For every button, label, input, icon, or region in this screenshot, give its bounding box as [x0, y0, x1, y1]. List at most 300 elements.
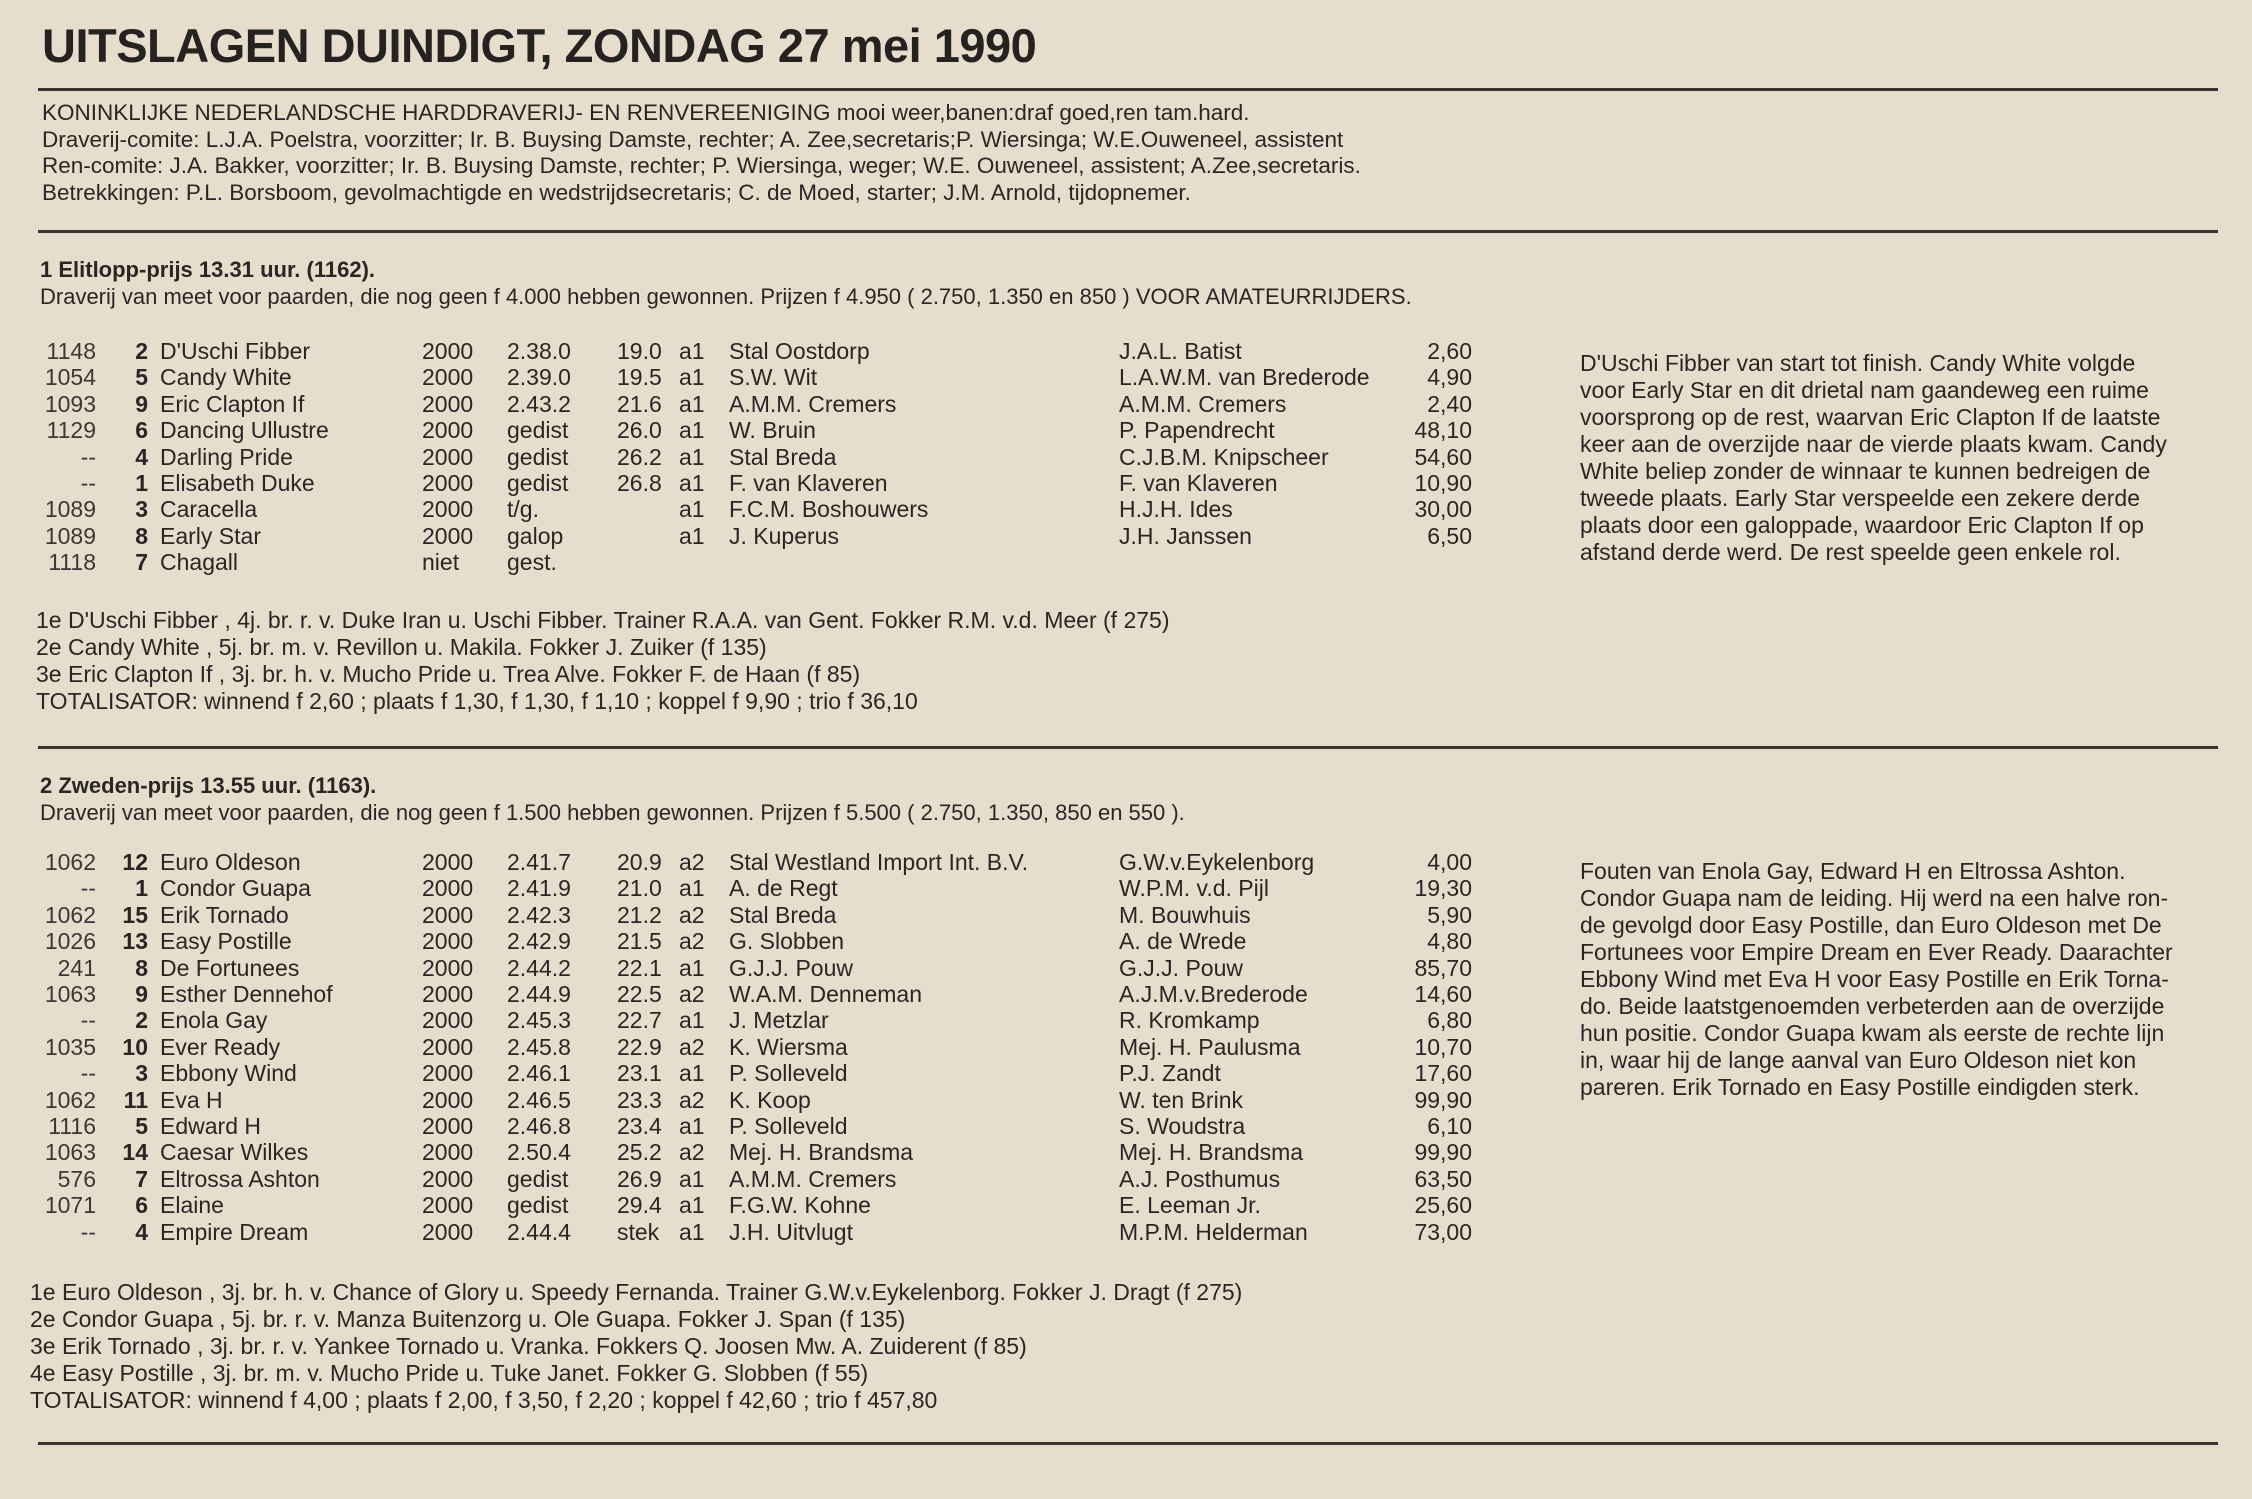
finish-time: 2.46.5 — [507, 1086, 571, 1113]
finish-time: 2.45.8 — [507, 1033, 571, 1060]
odds: 25,60 — [1414, 1192, 1472, 1219]
previous-race-number: 576 — [57, 1165, 96, 1192]
kilometer-time: 21.2 — [617, 901, 662, 928]
distance: 2000 — [422, 928, 474, 955]
header-line: Ren-comite: J.A. Bakker, voorzitter; Ir. B. Buysing Damste, rechter; P. Wiersinga, weger; W.E. Ouweneel, assistent; A.Zee,secretaris. — [42, 153, 1361, 178]
distance: 2000 — [422, 1086, 474, 1113]
finish-time: 2.44.4 — [507, 1218, 571, 1245]
finish-time: 2.39.0 — [507, 364, 571, 391]
kilometer-time: 22.9 — [617, 1033, 662, 1060]
race-2-heading — [40, 772, 1185, 826]
title-divider — [38, 88, 2218, 91]
finish-time: 2.42.3 — [507, 901, 571, 928]
finish-time: 2.41.9 — [507, 875, 571, 902]
previous-race-number: 1054 — [44, 364, 96, 391]
class: a2 — [679, 1139, 705, 1166]
driver: S. Woudstra — [1119, 1113, 1246, 1140]
class: a2 — [679, 849, 705, 875]
race-2-summary — [30, 1279, 1242, 1414]
header-line: Betrekkingen: P.L. Borsboom, gevolmachtigde en wedstrijdsecretaris; C. de Moed, starter; J.M. Arnold, tijdopnemer. — [42, 179, 1191, 205]
horse-name: Easy Postille — [160, 928, 292, 955]
driver: J.A.L. Batist — [1119, 338, 1242, 364]
previous-race-number: 1129 — [46, 417, 96, 444]
previous-race-number: 241 — [57, 954, 96, 981]
owner: Stal Westland Import Int. B.V. — [729, 849, 1029, 875]
distance: 2000 — [422, 1007, 474, 1034]
race-title: 1 Elitlopp-prijs 13.31 uur. (1162). — [40, 257, 376, 282]
horse-name: Eric Clapton If — [160, 390, 305, 417]
distance: niet — [422, 549, 460, 576]
distance: 2000 — [422, 390, 474, 417]
horse-name: Condor Guapa — [160, 875, 311, 902]
class: a1 — [679, 364, 705, 391]
commentary-line: Ebbony Wind met Eva H voor Easy Postille en Erik Torna- — [1580, 966, 2169, 992]
start-number: 5 — [135, 364, 148, 391]
horse-name: Elaine — [160, 1192, 224, 1219]
kilometer-time: 23.4 — [617, 1113, 662, 1140]
distance: 2000 — [422, 470, 474, 497]
odds: 2,40 — [1427, 390, 1472, 417]
driver: A.J. Posthumus — [1119, 1165, 1281, 1192]
start-number: 12 — [122, 849, 148, 875]
distance: 2000 — [422, 1033, 474, 1060]
class: a1 — [679, 338, 705, 364]
start-number: 10 — [122, 1033, 148, 1060]
commentary-line: afstand derde werd. De rest speelde geen enkele rol. — [1580, 539, 2121, 565]
finish-time: galop — [507, 522, 564, 549]
result-row — [38, 470, 1472, 496]
kilometer-time: 20.9 — [617, 849, 662, 875]
result-row — [38, 391, 1472, 417]
horse-name: Dancing Ullustre — [160, 417, 329, 444]
result-row — [38, 417, 1472, 443]
previous-race-number: -- — [80, 875, 96, 902]
class: a1 — [679, 443, 705, 470]
driver: H.J.H. Ides — [1119, 496, 1233, 523]
distance: 2000 — [422, 522, 474, 549]
previous-race-number: 1089 — [44, 496, 96, 523]
driver: J.H. Janssen — [1119, 522, 1252, 549]
horse-name: Edward H — [160, 1113, 261, 1140]
horse-name: D'Uschi Fibber — [160, 338, 311, 364]
result-row — [38, 444, 1472, 470]
driver: A. de Wrede — [1119, 928, 1247, 955]
class: a1 — [679, 954, 705, 981]
totalisator-line: TOTALISATOR: winnend f 4,00 ; plaats f 2,00, f 3,50, f 2,20 ; koppel f 42,60 ; trio f 457,80 — [30, 1387, 938, 1413]
kilometer-time: 23.1 — [617, 1060, 662, 1087]
kilometer-time: 21.0 — [617, 875, 662, 902]
odds: 6,10 — [1427, 1113, 1472, 1140]
driver: W.P.M. v.d. Pijl — [1119, 875, 1269, 902]
odds: 6,50 — [1427, 522, 1472, 549]
result-row — [38, 1139, 1472, 1165]
distance: 2000 — [422, 443, 474, 470]
owner: F.G.W. Kohne — [729, 1192, 871, 1219]
header-line: Draverij-comite: L.J.A. Poelstra, voorzitter; Ir. B. Buysing Damste, rechter; A. Zee,secretaris;P. Wiersinga; W.E.Ouweneel, assistent — [42, 126, 1344, 152]
owner: A.M.M. Cremers — [729, 1165, 897, 1192]
odds: 48,10 — [1414, 417, 1472, 444]
placing-line: 3e Eric Clapton If , 3j. br. h. v. Mucho Pride u. Trea Alve. Fokker F. de Haan (f 85) — [36, 661, 861, 687]
odds: 10,90 — [1414, 470, 1472, 497]
driver: W. ten Brink — [1119, 1086, 1243, 1113]
result-row — [38, 1007, 1472, 1033]
driver: E. Leeman Jr. — [1119, 1192, 1261, 1219]
kilometer-time: 21.5 — [617, 928, 662, 955]
previous-race-number: -- — [80, 470, 96, 497]
race-2-commentary — [1580, 858, 2173, 1101]
finish-time: 2.43.2 — [507, 390, 571, 417]
finish-time: gedist — [507, 1165, 569, 1192]
start-number: 2 — [135, 1007, 148, 1034]
owner: W.A.M. Denneman — [729, 981, 923, 1008]
driver: Mej. H. Brandsma — [1119, 1139, 1304, 1166]
odds: 4,90 — [1427, 364, 1472, 391]
kilometer-time: 26.0 — [617, 417, 662, 444]
kilometer-time — [617, 496, 679, 522]
horse-name: Erik Tornado — [160, 901, 289, 928]
class: a1 — [679, 875, 705, 902]
odds: 5,90 — [1427, 901, 1472, 928]
owner: Stal Breda — [729, 901, 837, 928]
driver: Mej. H. Paulusma — [1119, 1033, 1301, 1060]
horse-name: De Fortunees — [160, 954, 300, 981]
finish-time: gedist — [507, 1192, 569, 1219]
driver: P.J. Zandt — [1119, 1060, 1221, 1087]
start-number: 8 — [135, 522, 148, 549]
horse-name: Esther Dennehof — [160, 981, 333, 1008]
result-row — [38, 1060, 1472, 1086]
kilometer-time — [617, 549, 679, 575]
race-2-results-table — [38, 849, 1472, 1245]
previous-race-number: -- — [80, 443, 96, 470]
start-number: 4 — [135, 1218, 148, 1245]
result-row — [38, 1034, 1472, 1060]
previous-race-number: 1026 — [44, 928, 96, 955]
kilometer-time: 19.5 — [617, 364, 662, 391]
distance: 2000 — [422, 496, 474, 523]
horse-name: Empire Dream — [160, 1218, 309, 1245]
start-number: 11 — [123, 1086, 148, 1113]
owner: J. Kuperus — [729, 522, 839, 549]
result-row — [38, 523, 1472, 549]
odds: 99,90 — [1414, 1139, 1472, 1166]
driver: L.A.W.M. van Brederode — [1119, 364, 1370, 391]
placing-line: 3e Erik Tornado , 3j. br. r. v. Yankee Tornado u. Vranka. Fokkers Q. Joosen Mw. A. Zuiderent (f 85) — [30, 1333, 1027, 1359]
owner: Stal Breda — [729, 443, 837, 470]
odds — [1404, 549, 1472, 575]
kilometer-time: stek — [617, 1218, 660, 1245]
owner: P. Solleveld — [729, 1060, 848, 1087]
kilometer-time: 21.6 — [617, 390, 662, 417]
class: a1 — [679, 1007, 705, 1034]
class: a1 — [679, 1192, 705, 1219]
class — [679, 549, 729, 575]
odds: 2,60 — [1427, 338, 1472, 364]
odds: 17,60 — [1414, 1060, 1472, 1087]
distance: 2000 — [422, 954, 474, 981]
finish-time: gedist — [507, 417, 569, 444]
distance: 2000 — [422, 338, 474, 364]
driver: R. Kromkamp — [1119, 1007, 1260, 1034]
horse-name: Caracella — [160, 496, 258, 523]
kilometer-time: 23.3 — [617, 1086, 662, 1113]
driver: M.P.M. Helderman — [1119, 1218, 1308, 1245]
race-1-summary — [36, 607, 1170, 715]
race-1-divider — [38, 746, 2218, 749]
finish-time: 2.46.1 — [507, 1060, 571, 1087]
distance: 2000 — [422, 849, 474, 875]
result-row — [38, 902, 1472, 928]
finish-time: t/g. — [507, 496, 539, 523]
commentary-line: voor Early Star en dit drietal nam gaandeweg een ruime — [1580, 377, 2149, 403]
distance: 2000 — [422, 901, 474, 928]
owner: G.J.J. Pouw — [729, 954, 853, 981]
horse-name: Ever Ready — [160, 1033, 281, 1060]
placing-line: 4e Easy Postille , 3j. br. m. v. Mucho Pride u. Tuke Janet. Fokker G. Slobben (f 55) — [30, 1360, 869, 1386]
owner: A. de Regt — [729, 875, 838, 902]
odds: 30,00 — [1414, 496, 1472, 523]
finish-time: gedist — [507, 443, 569, 470]
commentary-line: pareren. Erik Tornado en Easy Postille eindigden sterk. — [1580, 1074, 2140, 1100]
class: a1 — [679, 470, 705, 497]
kilometer-time: 22.1 — [617, 954, 662, 981]
commentary-line: tweede plaats. Early Star verspeelde een zekere derde — [1580, 485, 2140, 511]
commentary-line: de gevolgd door Easy Postille, dan Euro Oldeson met De — [1580, 912, 2162, 938]
commentary-line: plaats door een galoppade, waardoor Eric Clapton If op — [1580, 512, 2144, 538]
result-row — [38, 338, 1472, 364]
owner: P. Solleveld — [729, 1113, 848, 1140]
odds: 63,50 — [1414, 1165, 1472, 1192]
class: a1 — [679, 1165, 705, 1192]
start-number: 3 — [135, 496, 148, 523]
result-row — [38, 1087, 1472, 1113]
previous-race-number: 1062 — [44, 849, 96, 875]
distance: 2000 — [422, 1113, 474, 1140]
finish-time: 2.44.9 — [507, 981, 571, 1008]
horse-name: Euro Oldeson — [160, 849, 301, 875]
kilometer-time: 22.5 — [617, 981, 662, 1008]
commentary-line: Fouten van Enola Gay, Edward H en Eltrossa Ashton. — [1580, 858, 2126, 884]
odds: 10,70 — [1414, 1033, 1472, 1060]
horse-name: Enola Gay — [160, 1007, 268, 1034]
start-number: 14 — [122, 1139, 148, 1166]
result-row — [38, 981, 1472, 1007]
horse-name: Caesar Wilkes — [160, 1139, 309, 1166]
kilometer-time: 22.7 — [617, 1007, 662, 1034]
result-row — [38, 849, 1472, 875]
class: a1 — [679, 496, 705, 523]
owner: K. Wiersma — [729, 1033, 848, 1060]
class: a2 — [679, 1086, 705, 1113]
driver: M. Bouwhuis — [1119, 901, 1251, 928]
class: a1 — [679, 1113, 705, 1140]
driver: P. Papendrecht — [1119, 417, 1275, 444]
placing-line: 2e Condor Guapa , 5j. br. r. v. Manza Buitenzorg u. Ole Guapa. Fokker J. Span (f 135) — [30, 1306, 906, 1332]
class: a2 — [679, 928, 705, 955]
owner: G. Slobben — [729, 928, 845, 955]
distance: 2000 — [422, 1060, 474, 1087]
result-row — [38, 1192, 1472, 1218]
kilometer-time: 25.2 — [617, 1139, 662, 1166]
horse-name: Darling Pride — [160, 443, 293, 470]
result-row — [38, 549, 1472, 575]
odds: 85,70 — [1414, 954, 1472, 981]
start-number: 6 — [135, 417, 148, 444]
previous-race-number: -- — [80, 1218, 96, 1245]
race-conditions: Draverij van meet voor paarden, die nog geen f 4.000 hebben gewonnen. Prijzen f 4.950 ( 2.750, 1.350 en 850 ) VOOR AMATEURRIJDERS. — [40, 284, 1412, 309]
owner: Stal Oostdorp — [729, 338, 870, 364]
owner: Mej. H. Brandsma — [729, 1139, 914, 1166]
result-row — [38, 364, 1472, 390]
owner: F.C.M. Boshouwers — [729, 496, 929, 523]
result-row — [38, 1113, 1472, 1139]
commentary-line: D'Uschi Fibber van start tot finish. Candy White volgde — [1580, 350, 2136, 376]
odds: 4,80 — [1427, 928, 1472, 955]
kilometer-time: 26.8 — [617, 470, 662, 497]
start-number: 5 — [135, 1113, 148, 1140]
previous-race-number: 1071 — [44, 1192, 96, 1219]
finish-time: gedist — [507, 470, 569, 497]
commentary-line: do. Beide laatstgenoemden verbeterden aan de overzijde — [1580, 993, 2165, 1019]
commentary-line: in, waar hij de lange aanval van Euro Oldeson niet kon — [1580, 1047, 2137, 1073]
start-number: 13 — [122, 928, 148, 955]
owner: F. van Klaveren — [729, 470, 888, 497]
previous-race-number: -- — [80, 1060, 96, 1087]
driver — [1119, 549, 1404, 575]
race-2-divider — [38, 1442, 2218, 1445]
start-number: 9 — [135, 981, 148, 1008]
finish-time: 2.45.3 — [507, 1007, 571, 1034]
previous-race-number: -- — [80, 1007, 96, 1034]
driver: C.J.B.M. Knipscheer — [1119, 443, 1329, 470]
class: a1 — [679, 417, 705, 444]
odds: 54,60 — [1414, 443, 1472, 470]
previous-race-number: 1118 — [48, 549, 96, 576]
kilometer-time — [617, 523, 679, 549]
race-1-results-table — [38, 338, 1472, 576]
class: a1 — [679, 522, 705, 549]
header-divider — [38, 230, 2218, 233]
previous-race-number: 1093 — [44, 390, 96, 417]
odds: 6,80 — [1427, 1007, 1472, 1034]
commentary-line: voorsprong op de rest, waarvan Eric Clapton If de laatste — [1580, 404, 2161, 430]
class: a1 — [679, 390, 705, 417]
class: a1 — [679, 1218, 705, 1245]
result-row — [38, 955, 1472, 981]
previous-race-number: 1063 — [44, 981, 96, 1008]
previous-race-number: 1116 — [48, 1113, 96, 1140]
owner: J.H. Uitvlugt — [729, 1218, 853, 1245]
odds: 99,90 — [1414, 1086, 1472, 1113]
page-title: UITSLAGEN DUINDIGT, ZONDAG 27 mei 1990 — [42, 19, 1037, 72]
start-number: 8 — [135, 954, 148, 981]
horse-name: Chagall — [160, 549, 238, 576]
driver: F. van Klaveren — [1119, 470, 1278, 497]
commentary-line: White beliep zonder de winnaar te kunnen bedreigen de — [1580, 458, 2151, 484]
race-conditions: Draverij van meet voor paarden, die nog geen f 1.500 hebben gewonnen. Prijzen f 5.500 ( 2.750, 1.350, 850 en 550 ). — [40, 800, 1185, 825]
start-number: 1 — [135, 875, 148, 902]
horse-name: Ebbony Wind — [160, 1060, 297, 1087]
driver: A.M.M. Cremers — [1119, 390, 1287, 417]
commentary-line: hun positie. Condor Guapa kwam als eerste de rechte lijn — [1580, 1020, 2165, 1046]
distance: 2000 — [422, 1192, 474, 1219]
finish-time: 2.41.7 — [507, 849, 571, 875]
class: a2 — [679, 1033, 705, 1060]
start-number: 1 — [135, 470, 148, 497]
finish-time: 2.42.9 — [507, 928, 571, 955]
horse-name: Candy White — [160, 364, 292, 391]
placing-line: 1e D'Uschi Fibber , 4j. br. r. v. Duke Iran u. Uschi Fibber. Trainer R.A.A. van Gent. Fokker R.M. v.d. Meer (f 275) — [36, 607, 1170, 633]
commentary-line: keer aan de overzijde naar de vierde plaats kwam. Candy — [1580, 431, 2167, 457]
placing-line: 1e Euro Oldeson , 3j. br. h. v. Chance of Glory u. Speedy Fernanda. Trainer G.W.v.Eykelenborg. Fokker J. Dragt (f 275) — [30, 1279, 1243, 1305]
distance: 2000 — [422, 981, 474, 1008]
odds: 73,00 — [1414, 1218, 1472, 1245]
header-line: KONINKLIJKE NEDERLANDSCHE HARDDRAVERIJ- EN RENVEREENIGING mooi weer,banen:draf goed,ren tam.hard. — [42, 100, 1250, 125]
finish-time: 2.46.8 — [507, 1113, 571, 1140]
distance: 2000 — [422, 1218, 474, 1245]
previous-race-number: 1089 — [44, 522, 96, 549]
meeting-header — [42, 100, 1361, 206]
start-number: 3 — [135, 1060, 148, 1087]
distance: 2000 — [422, 875, 474, 902]
owner — [729, 549, 1119, 575]
commentary-line: Fortunees voor Empire Dream en Ever Ready. Daarachter — [1580, 939, 2173, 965]
race-title: 2 Zweden-prijs 13.55 uur. (1163). — [40, 773, 377, 798]
driver: A.J.M.v.Brederode — [1119, 981, 1308, 1008]
race-1-heading — [40, 256, 1412, 310]
start-number: 7 — [135, 549, 148, 576]
class: a2 — [679, 981, 705, 1008]
previous-race-number: 1063 — [44, 1139, 96, 1166]
finish-time: 2.50.4 — [507, 1139, 571, 1166]
distance: 2000 — [422, 364, 474, 391]
owner: W. Bruin — [729, 417, 816, 444]
start-number: 7 — [135, 1165, 148, 1192]
distance: 2000 — [422, 1139, 474, 1166]
distance: 2000 — [422, 417, 474, 444]
result-row — [38, 1219, 1472, 1245]
class: a2 — [679, 901, 705, 928]
previous-race-number: 1035 — [44, 1033, 96, 1060]
result-row — [38, 496, 1472, 522]
horse-name: Eltrossa Ashton — [160, 1165, 320, 1192]
start-number: 4 — [135, 443, 148, 470]
result-row — [38, 875, 1472, 901]
owner: A.M.M. Cremers — [729, 390, 897, 417]
finish-time: gest. — [507, 549, 557, 576]
previous-race-number: 1062 — [44, 1086, 96, 1113]
commentary-line: Condor Guapa nam de leiding. Hij werd na een halve ron- — [1580, 885, 2169, 911]
driver: G.W.v.Eykelenborg — [1119, 849, 1315, 875]
start-number: 6 — [135, 1192, 148, 1219]
driver: G.J.J. Pouw — [1119, 954, 1243, 981]
finish-time: 2.38.0 — [507, 338, 571, 364]
finish-time: 2.44.2 — [507, 954, 571, 981]
distance: 2000 — [422, 1165, 474, 1192]
previous-race-number: 1062 — [44, 901, 96, 928]
placing-line: 2e Candy White , 5j. br. m. v. Revillon u. Makila. Fokker J. Zuiker (f 135) — [36, 634, 767, 660]
owner: S.W. Wit — [729, 364, 818, 391]
previous-race-number: 1148 — [46, 338, 96, 364]
start-number: 15 — [122, 901, 148, 928]
odds: 14,60 — [1414, 981, 1472, 1008]
start-number: 2 — [135, 338, 148, 364]
owner: K. Koop — [729, 1086, 811, 1113]
result-row — [38, 1166, 1472, 1192]
odds: 4,00 — [1427, 849, 1472, 875]
odds: 19,30 — [1414, 875, 1472, 902]
horse-name: Elisabeth Duke — [160, 470, 315, 497]
